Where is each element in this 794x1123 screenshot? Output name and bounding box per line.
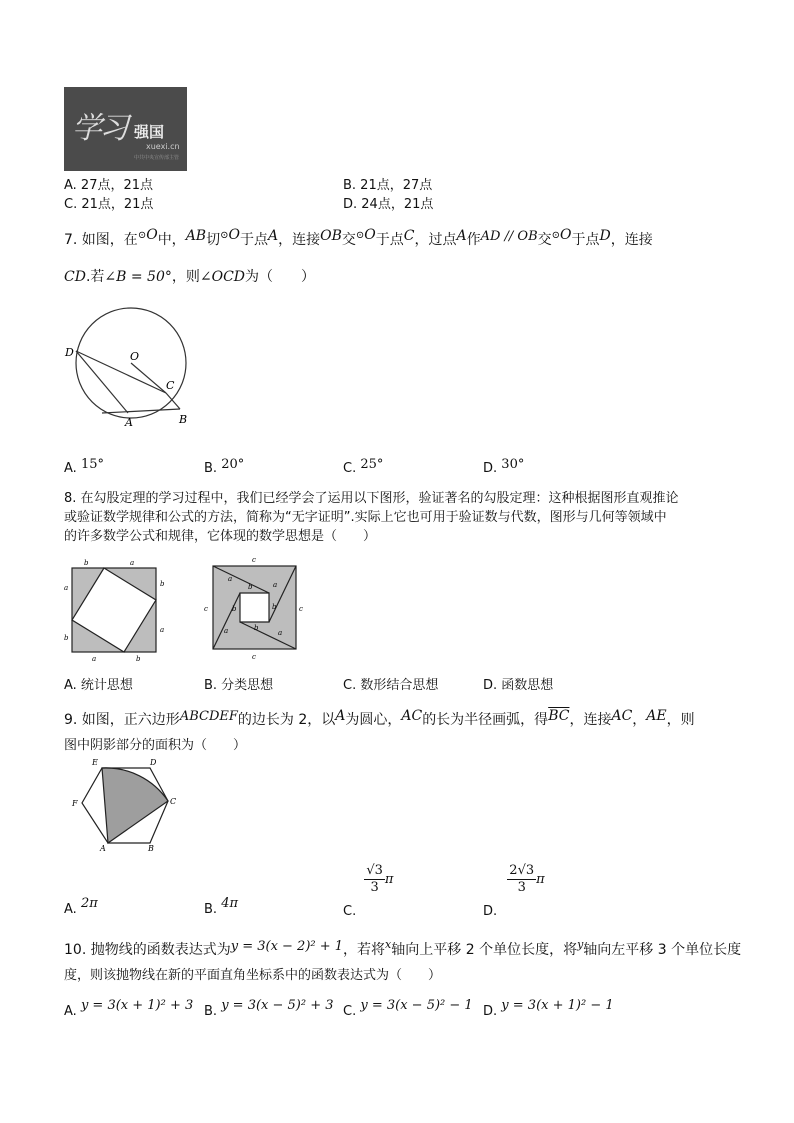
hex-label-b: B bbox=[148, 844, 154, 853]
svg-text:a: a bbox=[278, 629, 283, 637]
svg-text:b: b bbox=[248, 583, 253, 591]
pythagoras-figure-1 bbox=[62, 556, 172, 664]
point-label-a: A bbox=[125, 416, 133, 429]
q8-option-b: B. 分类思想 bbox=[204, 678, 274, 693]
point-label-b: B bbox=[179, 413, 188, 426]
q7-stem-line2: CD.若∠B = 50°，则∠OCD为（ ） bbox=[64, 269, 316, 285]
point-label-o: O bbox=[130, 350, 140, 363]
hex-label-a: A bbox=[100, 844, 106, 853]
hex-label-f: F bbox=[72, 799, 78, 808]
svg-text:c: c bbox=[252, 653, 256, 661]
q7-stem-line1: 7. 如图，在⊙O中，AB切⊙O于点A，连接OB交⊙O于点C，过点A作AD // OB交⊙O于点D，连接 bbox=[64, 227, 653, 248]
svg-text:b: b bbox=[64, 634, 69, 642]
svg-text:b: b bbox=[160, 580, 165, 588]
q7-option-d: D. 30° bbox=[483, 457, 525, 476]
q10-stem-line2: 度，则该抛物线在新的平面直角坐标系中的函数表达式为（ ） bbox=[64, 968, 442, 983]
svg-text:c: c bbox=[204, 605, 208, 613]
q10-option-a: A. y = 3(x + 1)² + 3 bbox=[64, 998, 194, 1019]
q7-option-c: C. 25° bbox=[343, 457, 384, 476]
point-label-d: D bbox=[65, 346, 74, 359]
q6-option-c: C. 21点，21点 bbox=[64, 197, 154, 212]
svg-text:a: a bbox=[160, 626, 165, 634]
q10-option-d: D. y = 3(x + 1)² − 1 bbox=[483, 998, 614, 1019]
q9-hexagon-figure bbox=[62, 755, 190, 855]
pythagoras-figure-2 bbox=[198, 553, 308, 665]
q10-option-b: B. y = 3(x − 5)² + 3 bbox=[204, 998, 334, 1019]
q9-option-a: A. 2π bbox=[64, 896, 98, 917]
q8-option-a: A. 统计思想 bbox=[64, 678, 133, 693]
q8-option-d: D. 函数思想 bbox=[483, 678, 554, 693]
svg-text:b: b bbox=[272, 603, 277, 611]
svg-text:b: b bbox=[232, 605, 237, 613]
q9-option-c: C. $\frac{√3}{3}$ π bbox=[343, 863, 394, 919]
q9-stem-line1: 9. 如图，正六边形ABCDEF的边长为 2，以A为圆心，AC的长为半径画弧，得$\overline{BC}$，连接AC，AE，则 bbox=[64, 708, 695, 728]
svg-text:c: c bbox=[252, 556, 256, 564]
q7-option-b: B. 20° bbox=[204, 457, 245, 476]
q8-option-c: C. 数形结合思想 bbox=[343, 678, 439, 693]
logo-tagline: 中共中央宣传部主管 bbox=[134, 155, 180, 161]
q9-option-d: D. $\frac{2√3}{3}$ π bbox=[483, 863, 545, 919]
q9-option-b: B. 4π bbox=[204, 896, 239, 917]
svg-text:b: b bbox=[136, 655, 141, 663]
hex-label-e: E bbox=[92, 758, 98, 767]
q7-circle-figure bbox=[62, 305, 197, 430]
q7-option-a: A. 15° bbox=[64, 457, 104, 476]
logo-brand: 强国 bbox=[134, 123, 165, 141]
q10-stem-line1: 10. 抛物线的函数表达式为y = 3(x − 2)² + 1，若将$^x$轴向上平移 2 个单位长度，将$^y$轴向左平移 3 个单位长度 bbox=[64, 938, 742, 958]
svg-text:c: c bbox=[299, 605, 303, 613]
svg-text:a: a bbox=[228, 575, 233, 583]
q8-stem-line2: 或验证数学规律和公式的方法，简称为“无字证明”.实际上它也可用于验证数与代数，图形与几何等领域中 bbox=[64, 510, 667, 525]
svg-text:a: a bbox=[130, 559, 135, 567]
q6-option-b: B. 21点，27点 bbox=[343, 178, 433, 193]
q8-stem-line1: 8. 在勾股定理的学习过程中，我们已经学会了运用以下图形，验证著名的勾股定理：这种根据图形直观推论 bbox=[64, 491, 679, 506]
q10-option-c: C. y = 3(x − 5)² − 1 bbox=[343, 998, 473, 1019]
q6-option-d: D. 24点，21点 bbox=[343, 197, 434, 212]
q8-stem-line3: 的许多数学公式和规律，它体现的数学思想是（ ） bbox=[64, 529, 377, 544]
q6-option-a: A. 27点，21点 bbox=[64, 178, 154, 193]
hex-label-d: D bbox=[150, 758, 157, 767]
svg-text:a: a bbox=[273, 581, 278, 589]
hex-label-c: C bbox=[170, 797, 177, 806]
point-label-c: C bbox=[166, 379, 175, 392]
logo-url: xuexi.cn bbox=[146, 142, 180, 151]
xuexi-logo bbox=[64, 87, 187, 171]
svg-text:b: b bbox=[84, 559, 89, 567]
svg-text:a: a bbox=[92, 655, 97, 663]
svg-text:a: a bbox=[224, 627, 229, 635]
logo-mark: 学习 bbox=[72, 111, 126, 146]
q9-stem-line2: 图中阴影部分的面积为（ ） bbox=[64, 738, 247, 753]
svg-text:a: a bbox=[64, 584, 69, 592]
svg-text:b: b bbox=[254, 624, 259, 632]
